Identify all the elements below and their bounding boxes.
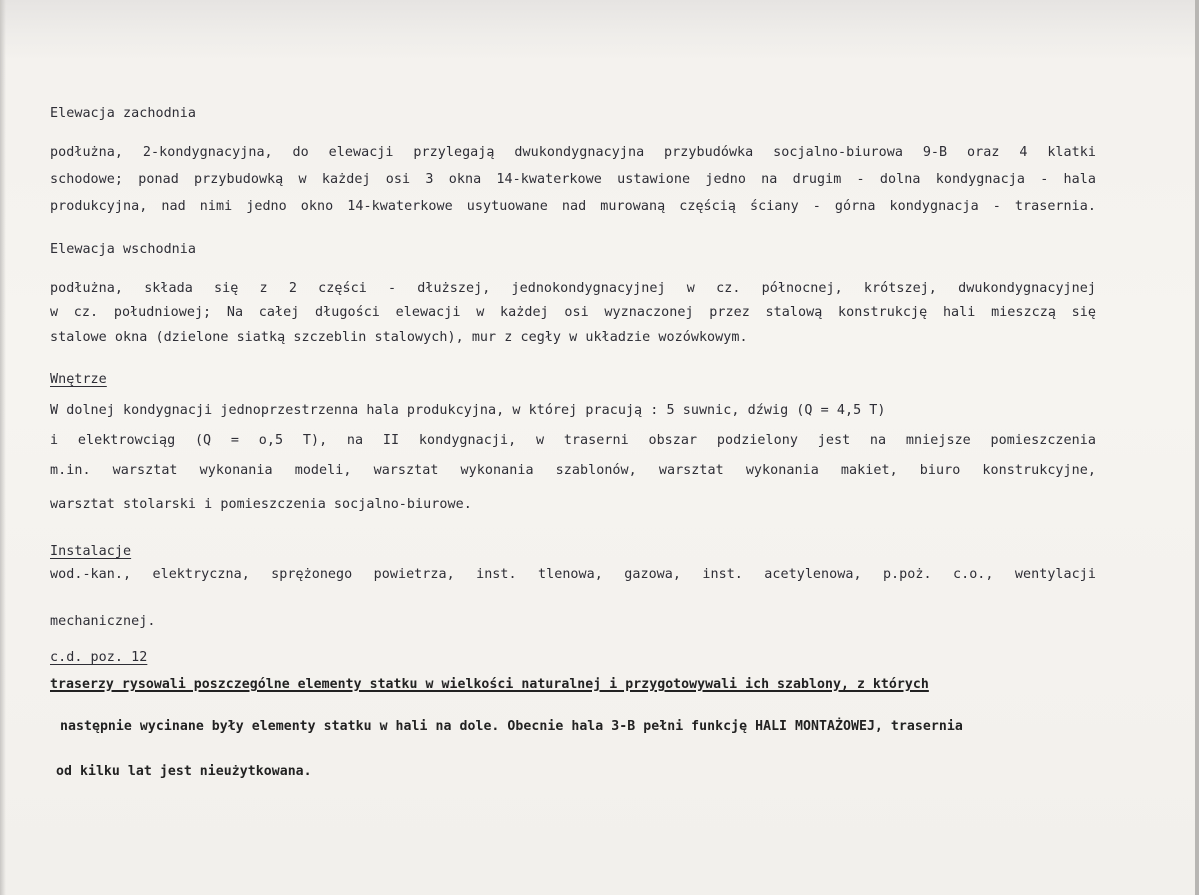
paragraph-line: mechanicznej. [50,614,156,629]
paragraph-line: w cz. południowej; Na całej długości elewacji w każdej osi wyznaczonej przez stalową konstrukcję hali mieszczą się [50,305,1096,320]
paragraph-line: W dolnej kondygnacji jednoprzestrzenna hala produkcyjna, w której pracują : 5 suwnic, dźwig (Q = 4,5 T) [50,403,886,418]
scan-left-edge [0,0,6,895]
paragraph-line: i elektrowciąg (Q = o,5 T), na II kondygnacji, w traserni obszar podzielony jest na mniejsze pomieszczenia [50,433,1096,448]
paragraph-line: stalowe okna (dzielone siatką szczeblin stalowych), mur z cegły w układzie wozówkowym. [50,330,748,345]
paragraph-line: warsztat stolarski i pomieszczenia socjalno-biurowe. [50,497,472,512]
paragraph-line: podłużna, składa się z 2 części - dłuższej, jednokondygnacyjnej w cz. północnej, krótszej, dwukondygnacyjnej [50,281,1096,296]
heading-east-elevation: Elewacja wschodnia [50,242,197,257]
paragraph-line: traserzy rysowali poszczególne elementy statku w wielkości naturalnej i przygotowywali ich szablony, z których [50,677,929,692]
heading-interior: Wnętrze [50,372,107,387]
paragraph-line: schodowe; ponad przybudowką w każdej osi 3 okna 14-kwaterkowe ustawione jedno na drugim - dolna kondygnacja - hala [50,172,1096,187]
paragraph-line: m.in. warsztat wykonania modeli, warsztat wykonania szablonów, warsztat wykonania makiet, biuro konstrukcyjne, [50,463,1096,478]
heading-continuation: c.d. poz. 12 [50,650,148,665]
heading-west-elevation: Elewacja zachodnia [50,106,197,121]
scan-top-band [0,0,1199,58]
paragraph-line: wod.-kan., elektryczna, sprężonego powietrza, inst. tlenowa, gazowa, inst. acetylenowa, p.poż. c.o., wentylacji [50,567,1096,582]
paragraph-line: od kilku lat jest nieużytkowana. [56,764,312,779]
paragraph-line: podłużna, 2-kondygnacyjna, do elewacji przylegają dwukondygnacyjna przybudówka socjalno-biurowa 9-B oraz 4 klatki [50,145,1096,160]
heading-installations: Instalacje [50,544,132,559]
paragraph-line: następnie wycinane były elementy statku w hali na dole. Obecnie hala 3-B pełni funkcję HALI MONTAŻOWEJ, trasernia [60,719,963,734]
scan-right-edge [1195,0,1199,895]
paragraph-line: produkcyjna, nad nimi jedno okno 14-kwaterkowe usytuowane nad murowaną częścią ściany - górna kondygnacja - trasernia. [50,199,1096,214]
